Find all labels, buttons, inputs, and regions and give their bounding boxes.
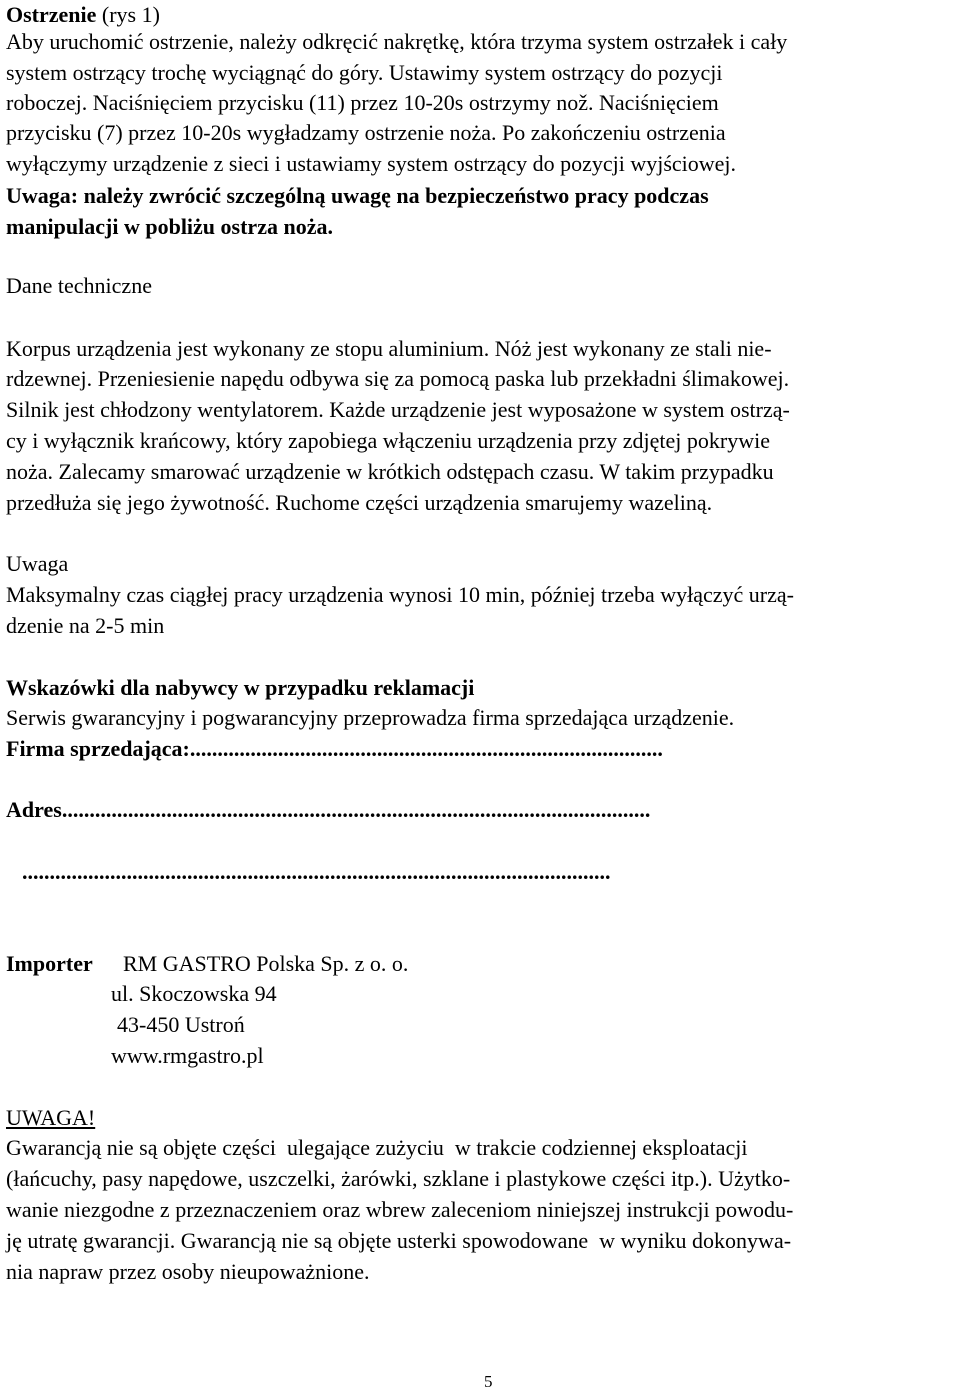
sharpening-text-line: roboczej. Naciśnięciem przycisku (11) przez 10-20s ostrzymy nož. Naciśnięciem	[6, 90, 719, 115]
tech-text-line: cy i wyłącznik krańcowy, który zapobiega włączeniu urządzenia przy zdjętej pokrywie	[6, 428, 770, 453]
tech-data-title: Dane techniczne	[6, 273, 152, 298]
warranty-text-line: wanie niezgodne z przeznaczeniem oraz wbrew zaleceniom niniejszej instrukcji powodu-	[6, 1197, 794, 1222]
figure-reference: (rys 1)	[96, 2, 160, 27]
safety-warning-line: manipulacji w pobliżu ostrza noża.	[6, 214, 333, 239]
tech-text-line: Korpus urządzenia jest wykonany ze stopu aluminium. Nóż jest wykonany ze stali nie-	[6, 336, 772, 361]
warranty-text-line: Gwarancją nie są objęte części ulegające zużyciu w trakcie codziennej eksploatacji	[6, 1135, 748, 1160]
tech-text-line: noża. Zalecamy smarować urządzenie w krótkich odstępach czasu. W takim przypadku	[6, 459, 774, 484]
sharpening-text-line: przycisku (7) przez 10-20s wygładzamy ostrzenie noża. Po zakończeniu ostrzenia	[6, 120, 726, 145]
complaints-title: Wskazówki dla nabywcy w przypadku reklamacji	[6, 675, 475, 700]
importer-city: 43-450 Ustroń	[117, 1012, 245, 1037]
seller-field: Firma sprzedająca:......................................................................................	[6, 736, 663, 761]
tech-text-line: Silnik jest chłodzony wentylatorem. Każde urządzenie jest wyposażone w system ostrzą-	[6, 397, 790, 422]
address-field: Adres...........................................................................................................	[6, 797, 651, 822]
notice-text-line: dzenie na 2-5 min	[6, 613, 165, 638]
importer-street: ul. Skoczowska 94	[111, 981, 277, 1006]
complaints-text: Serwis gwarancyjny i pogwarancyjny przeprowadza firma sprzedająca urządzenie.	[6, 705, 735, 730]
importer-website: www.rmgastro.pl	[111, 1043, 264, 1068]
notice-text-line: Maksymalny czas ciągłej pracy urządzenia wynosi 10 min, później trzeba wyłączyć urzą-	[6, 582, 794, 607]
sharpening-text-line: Aby uruchomić ostrzenie, należy odkręcić nakrętkę, która trzyma system ostrzałek i cały	[6, 29, 788, 54]
warranty-text-line: nia napraw przez osoby nieupoważnione.	[6, 1259, 370, 1284]
importer-name: RM GASTRO Polska Sp. z o. o.	[123, 951, 409, 976]
tech-text-line: rdzewnej. Przeniesienie napędu odbywa się za pomocą paska lub przekładni ślimakowej.	[6, 366, 790, 391]
notice-title: Uwaga	[6, 551, 69, 576]
warranty-text-line: ję utratę gwarancji. Gwarancją nie są objęte usterki spowodowane w wyniku dokonywa-	[6, 1228, 792, 1253]
safety-warning-line: Uwaga: należy zwrócić szczególną uwagę na bezpieczeństwo pracy podczas	[6, 183, 709, 208]
sharpening-text-line: wyłączymy urządzenie z sieci i ustawiamy system ostrzący do pozycji wyjściowej.	[6, 151, 737, 176]
warranty-text-line: (łańcuchy, pasy napędowe, uszczelki, żarówki, szklane i plastykowe części itp.). Użytko-	[6, 1166, 791, 1191]
sharpening-title: Ostrzenie	[6, 2, 97, 27]
sharpening-text-line: system ostrzący trochę wyciągnąć do góry. Ustawimy system ostrzący do pozycji	[6, 60, 723, 85]
address-continuation: ...........................................................................................................	[22, 859, 611, 884]
page-number: 5	[484, 1372, 493, 1391]
tech-text-line: przedłuża się jego żywotność. Ruchome części urządzenia smarujemy wazeliną.	[6, 490, 713, 515]
warranty-title: UWAGA!	[6, 1105, 96, 1130]
sharpening-heading	[6, 0, 160, 30]
importer-label: Importer	[6, 951, 93, 976]
